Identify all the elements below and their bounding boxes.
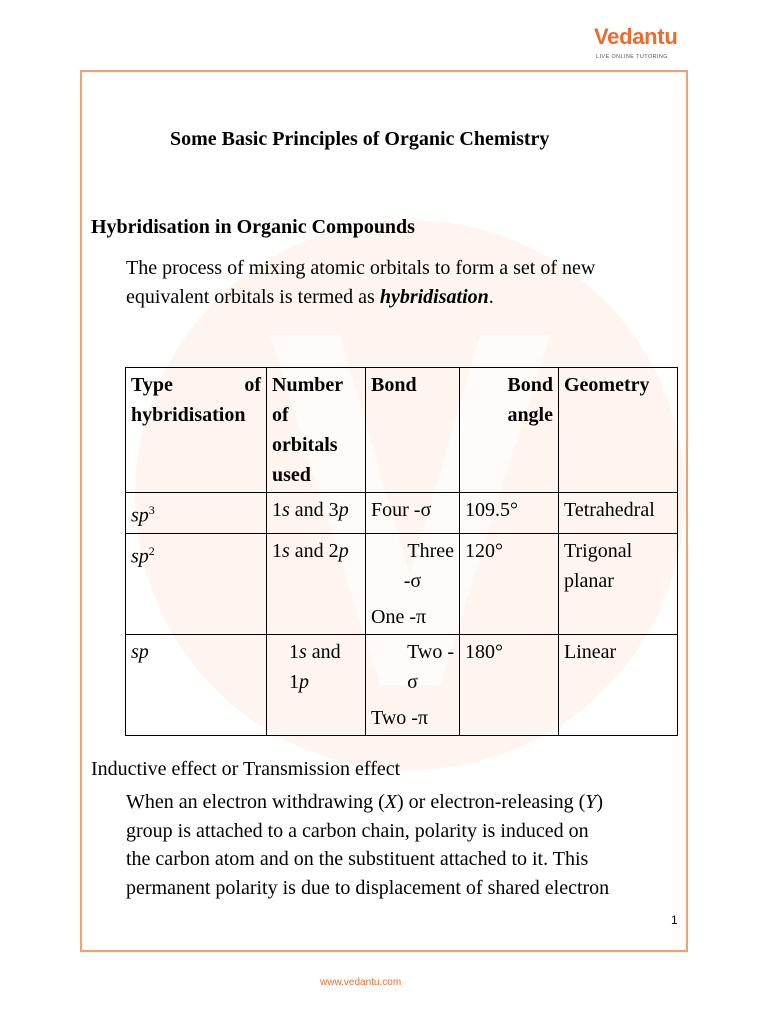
header-number-2: of [272, 404, 289, 426]
orb-c: and 3 [289, 499, 339, 521]
orb-c: and 2 [289, 539, 339, 562]
orb-a: 1 [272, 539, 282, 562]
l1-part-x: X [384, 791, 398, 813]
orb-c: and [306, 640, 341, 663]
table-row [126, 634, 678, 735]
header-type [126, 368, 267, 493]
l1-part-e: ) [596, 791, 604, 813]
orb-f: p [299, 670, 309, 693]
bond-line-1: Four -σ [371, 499, 432, 521]
cell-angle [460, 493, 559, 534]
orb-a: 1 [289, 640, 299, 663]
type-sup: 2 [148, 543, 155, 558]
bond-line-3: One -π [371, 605, 427, 628]
orb-b: s [282, 499, 290, 521]
page-number: 1 [671, 913, 678, 927]
inductive-line-4: permanent polarity is due to displacement of shared electron [126, 876, 610, 899]
header-number-4: used [272, 464, 311, 486]
cell-orbitals [267, 533, 366, 634]
angle-value: 120° [465, 539, 503, 562]
header-angle-2: angle [507, 404, 553, 426]
orb-e: 1 [289, 670, 299, 693]
cell-geometry [559, 634, 678, 735]
header-bond-text: Bond [371, 374, 417, 396]
geometry-value: Linear [564, 640, 617, 663]
angle-value: 109.5° [465, 499, 518, 521]
l1-part-y: Y [585, 791, 597, 813]
orb-d: p [338, 539, 349, 562]
bond-line-1: Two - [407, 640, 454, 663]
header-type-word: Type [131, 374, 173, 396]
table-row [126, 493, 678, 534]
type-base: sp [131, 504, 149, 527]
cell-geometry [559, 493, 678, 534]
orb-d: p [338, 499, 349, 521]
logo-wordmark: Vedantu [594, 24, 678, 49]
table-header-row [126, 368, 678, 493]
definition-line-1: The process of mixing atomic orbitals to form a set of new [126, 257, 596, 279]
orb-b: s [299, 640, 307, 663]
footer-url[interactable]: www.vedantu.com [320, 977, 402, 988]
geometry-value: Tetrahedral [564, 499, 655, 521]
cell-orbitals [267, 634, 366, 735]
hybridisation-definition [126, 254, 595, 312]
bond-line-3: Two -π [371, 706, 429, 729]
header-number-3: orbitals [272, 434, 338, 456]
header-bond [366, 368, 460, 493]
definition-line-2 [126, 283, 595, 312]
definition-text: equivalent orbitals is termed as [126, 286, 380, 308]
inductive-line-1 [126, 788, 609, 817]
cell-orbitals [267, 493, 366, 534]
logo-tagline: LIVE ONLINE TUTORING [596, 54, 668, 60]
vedantu-logo [594, 24, 678, 64]
cell-type [126, 493, 267, 534]
orb-b: s [282, 539, 290, 562]
type-base: sp [131, 545, 149, 568]
hybridisation-table [125, 367, 678, 736]
bond-line-2: σ [407, 670, 418, 693]
table-row [126, 533, 678, 634]
header-angle [460, 368, 559, 493]
cell-bond [366, 493, 460, 534]
orb-a: 1 [272, 499, 282, 521]
type-base: sp [131, 640, 149, 663]
bond-line-2: -σ [403, 569, 422, 592]
l1-part-a: When an electron withdrawing ( [126, 791, 385, 813]
header-geometry-text: Geometry [564, 374, 650, 396]
header-number-1: Number [272, 374, 344, 396]
header-geometry [559, 368, 678, 493]
cell-angle [460, 634, 559, 735]
header-angle-1: Bond [507, 374, 553, 396]
cell-angle [460, 533, 559, 634]
cell-geometry [559, 533, 678, 634]
type-sup: 3 [148, 503, 155, 517]
cell-type [126, 533, 267, 634]
header-type-of: of [244, 374, 261, 396]
section-heading-inductive: Inductive effect or Transmission effect [91, 758, 401, 780]
page-title: Some Basic Principles of Organic Chemistry [170, 128, 550, 150]
l1-part-c: ) or electron-releasing ( [397, 791, 586, 813]
header-number [267, 368, 366, 493]
header-type-hybridisation: hybridisation [131, 404, 246, 426]
section-heading-hybridisation: Hybridisation in Organic Compounds [91, 216, 415, 238]
inductive-line-2: group is attached to a carbon chain, polarity is induced on [126, 819, 589, 842]
bond-line-1: Three [407, 539, 454, 562]
cell-bond [366, 634, 460, 735]
inductive-line-3: the carbon atom and on the substituent attached to it. This [126, 848, 589, 870]
cell-type [126, 634, 267, 735]
definition-period: . [488, 286, 494, 308]
geometry-value-2: planar [564, 569, 614, 592]
definition-term: hybridisation [379, 286, 489, 308]
inductive-paragraph [126, 788, 609, 902]
angle-value: 180° [465, 640, 503, 663]
cell-bond [366, 533, 460, 634]
geometry-value: Trigonal [564, 539, 633, 562]
